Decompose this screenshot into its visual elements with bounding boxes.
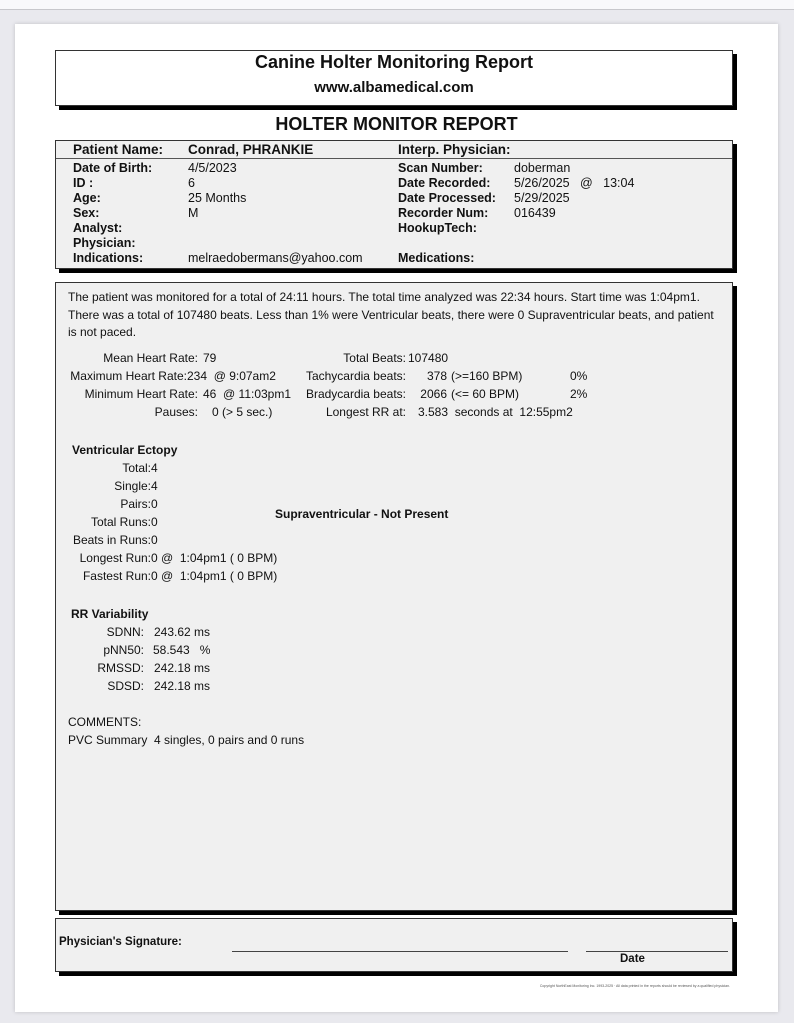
ve-longest-run-label: Longest Run: (79, 551, 151, 565)
tachycardia-criteria: (>=160 BPM) (451, 369, 523, 383)
ve-pairs-value: 0 (151, 497, 158, 511)
sdnn-label: SDNN: (106, 625, 144, 639)
ve-total-runs-value: 0 (151, 515, 158, 529)
ve-longest-run-value: 0 @ 1:04pm1 ( 0 BPM) (151, 551, 278, 565)
signature-line[interactable] (232, 951, 568, 952)
pauses-label: Pauses: (154, 405, 198, 419)
ve-total-label: Total: (122, 461, 151, 475)
physician-label: Physician: (73, 236, 136, 250)
longest-rr-value: 3.583 seconds at 12:55pm2 (418, 405, 573, 419)
ve-beats-in-runs-label: Beats in Runs: (72, 533, 151, 547)
total-beats-value: 107480 (408, 351, 449, 365)
pauses-value: 0 (> 5 sec.) (212, 405, 273, 419)
report-heading: HOLTER MONITOR REPORT (275, 114, 518, 134)
id-value: 6 (188, 176, 195, 190)
pnn50-value: 58.543 % (153, 643, 211, 657)
ve-single-value: 4 (151, 479, 158, 493)
dob-value: 4/5/2023 (188, 161, 237, 175)
tachycardia-label: Tachycardia beats: (305, 369, 406, 383)
indications-value: melraedobermans@yahoo.com (188, 251, 363, 265)
website-link[interactable]: www.albamedical.com (314, 79, 474, 96)
longest-rr-label: Longest RR at: (325, 405, 406, 419)
mean-hr-label: Mean Heart Rate: (103, 351, 198, 365)
sdnn-value: 243.62 ms (154, 625, 211, 639)
scan-number-value: doberman (514, 161, 571, 175)
date-label: Date (620, 953, 645, 965)
ve-fastest-run-value: 0 @ 1:04pm1 ( 0 BPM) (151, 569, 278, 583)
bradycardia-criteria: (<= 60 BPM) (451, 387, 520, 401)
summary-paragraph: The patient was monitored for a total of 24:11 hours. The total time analyzed was 22:34 hours. Start time was 1:04pm1. There was a total of 107480 beats. Less than 1% were Ventricular beats, there were 0 Supraventricular beats, and patient is not paced. (68, 290, 714, 339)
interp-physician-label: Interp. Physician: (398, 142, 511, 157)
id-label: ID : (73, 176, 94, 190)
tachycardia-count: 378 (426, 369, 447, 383)
supraventricular-status: Supraventricular - Not Present (275, 507, 449, 521)
bradycardia-count: 2066 (420, 387, 447, 401)
analyst-label: Analyst: (73, 221, 123, 235)
sdsd-label: SDSD: (107, 679, 144, 693)
max-hr-label: Maximum Heart Rate: (70, 369, 187, 383)
date-recorded-label: Date Recorded: (398, 176, 491, 190)
medications-label: Medications: (398, 251, 475, 265)
ve-total-runs-label: Total Runs: (90, 515, 151, 529)
scan-number-label: Scan Number: (398, 161, 483, 175)
recorder-num-label: Recorder Num: (398, 206, 489, 220)
max-hr-value: 234 @ 9:07am2 (187, 369, 276, 383)
ve-single-label: Single: (114, 479, 151, 493)
date-recorded-value: 5/26/2025 @ 13:04 (514, 176, 635, 190)
report-body-box (55, 282, 733, 911)
rmssd-value: 242.18 ms (154, 661, 211, 675)
report-page (15, 24, 778, 1012)
patient-name-label: Patient Name: (73, 142, 164, 157)
age-label: Age: (73, 191, 101, 205)
patient-name-value: Conrad, PHRANKIE (188, 142, 314, 157)
mean-hr-value: 79 (203, 351, 217, 365)
sdsd-value: 242.18 ms (154, 679, 211, 693)
report-title: Canine Holter Monitoring Report (255, 52, 533, 72)
rmssd-label: RMSSD: (97, 661, 144, 675)
patient-info-box (55, 140, 733, 269)
total-beats-label: Total Beats: (343, 351, 406, 365)
bradycardia-label: Bradycardia beats: (305, 387, 406, 401)
patient-info-header (56, 141, 732, 159)
hookup-tech-label: HookupTech: (398, 221, 477, 235)
rr-variability-heading: RR Variability (71, 607, 149, 621)
date-line[interactable] (586, 951, 728, 952)
date-processed-label: Date Processed: (398, 191, 496, 205)
pnn50-label: pNN50: (103, 643, 144, 657)
sex-value: M (188, 206, 199, 220)
tachycardia-percent: 0% (570, 369, 588, 383)
ventricular-ectopy-heading: Ventricular Ectopy (72, 443, 178, 457)
ve-pairs-label: Pairs: (120, 497, 151, 511)
title-box (55, 50, 733, 106)
sex-label: Sex: (73, 206, 100, 220)
comments-text: PVC Summary 4 singles, 0 pairs and 0 runs (68, 733, 305, 747)
min-hr-value: 46 @ 11:03pm1 (203, 387, 292, 401)
ve-total-value: 4 (151, 461, 158, 475)
bradycardia-percent: 2% (570, 387, 588, 401)
physician-signature-label: Physician's Signature: (59, 936, 182, 948)
ve-beats-in-runs-value: 0 (151, 533, 158, 547)
min-hr-label: Minimum Heart Rate: (84, 387, 198, 401)
signature-box (55, 918, 733, 972)
viewer-top-bar (0, 0, 794, 10)
ve-fastest-run-label: Fastest Run: (82, 569, 151, 583)
comments-label: COMMENTS: (68, 715, 142, 729)
copyright-notice: Copyright NorthEast Monitoring Inc. 1993-2025 · All data printed in the reports should be reviewed by a qualified physician. (539, 984, 730, 988)
indications-label: Indications: (73, 251, 144, 265)
recorder-num-value: 016439 (514, 206, 556, 220)
age-value: 25 Months (188, 191, 247, 205)
date-processed-value: 5/29/2025 (514, 191, 570, 205)
dob-label: Date of Birth: (73, 161, 153, 175)
